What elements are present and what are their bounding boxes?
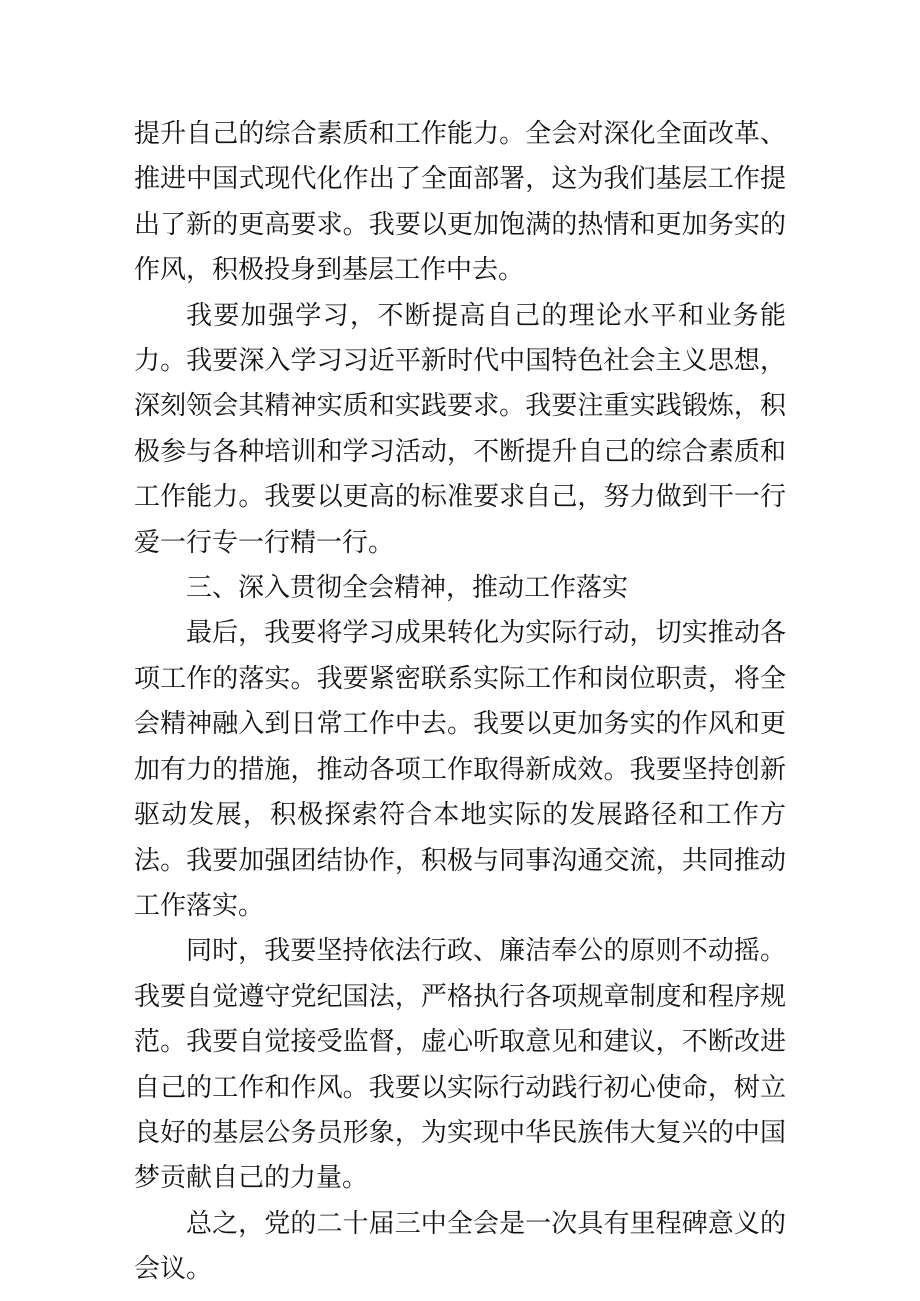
paragraph-conclusion: 总之，党的二十届三中全会是一次具有里程碑意义的会议。 <box>134 1208 786 1285</box>
paragraph-action: 最后，我要将学习成果转化为实际行动，切实推动各项工作的落实。我要紧密联系实际工作和岗位职责，将全会精神融入到日常工作中去。我要以更加务实的作风和更加有力的措施，推动各项工作取得新成效。我要坚持创新驱动发展，积极探索符合本地实际的发展路径和工作方法。我要加强团结协作，积极与同事沟通交流，共同推动工作落实。 <box>134 618 786 921</box>
paragraph-study: 我要加强学习，不断提高自己的理论水平和业务能力。我要深入学习习近平新时代中国特色社会主义思想，深刻领会其精神实质和实践要求。我要注重实践锻炼，积极参与各种培训和学习活动，不断提升自己的综合素质和工作能力。我要以更高的标准要求自己，努力做到干一行爱一行专一行精一行。 <box>134 300 786 558</box>
document-body <box>134 112 786 1293</box>
section-heading: 三、深入贯彻全会精神，推动工作落实 <box>186 573 629 604</box>
paragraph-integrity: 同时，我要坚持依法行政、廉洁奉公的原则不动摇。我要自觉遵守党纪国法，严格执行各项规章制度和程序规范。我要自觉接受监督，虚心听取意见和建议，不断改进自己的工作和作风。我要以实际行动践行初心使命，树立良好的基层公务员形象，为实现中华民族伟大复兴的中国梦贡献自己的力量。 <box>134 936 786 1194</box>
paragraph-continuation: 提升自己的综合素质和工作能力。全会对深化全面改革、推进中国式现代化作出了全面部署，这为我们基层工作提出了新的更高要求。我要以更加饱满的热情和更加务实的作风，积极投身到基层工作中去。 <box>134 119 786 286</box>
